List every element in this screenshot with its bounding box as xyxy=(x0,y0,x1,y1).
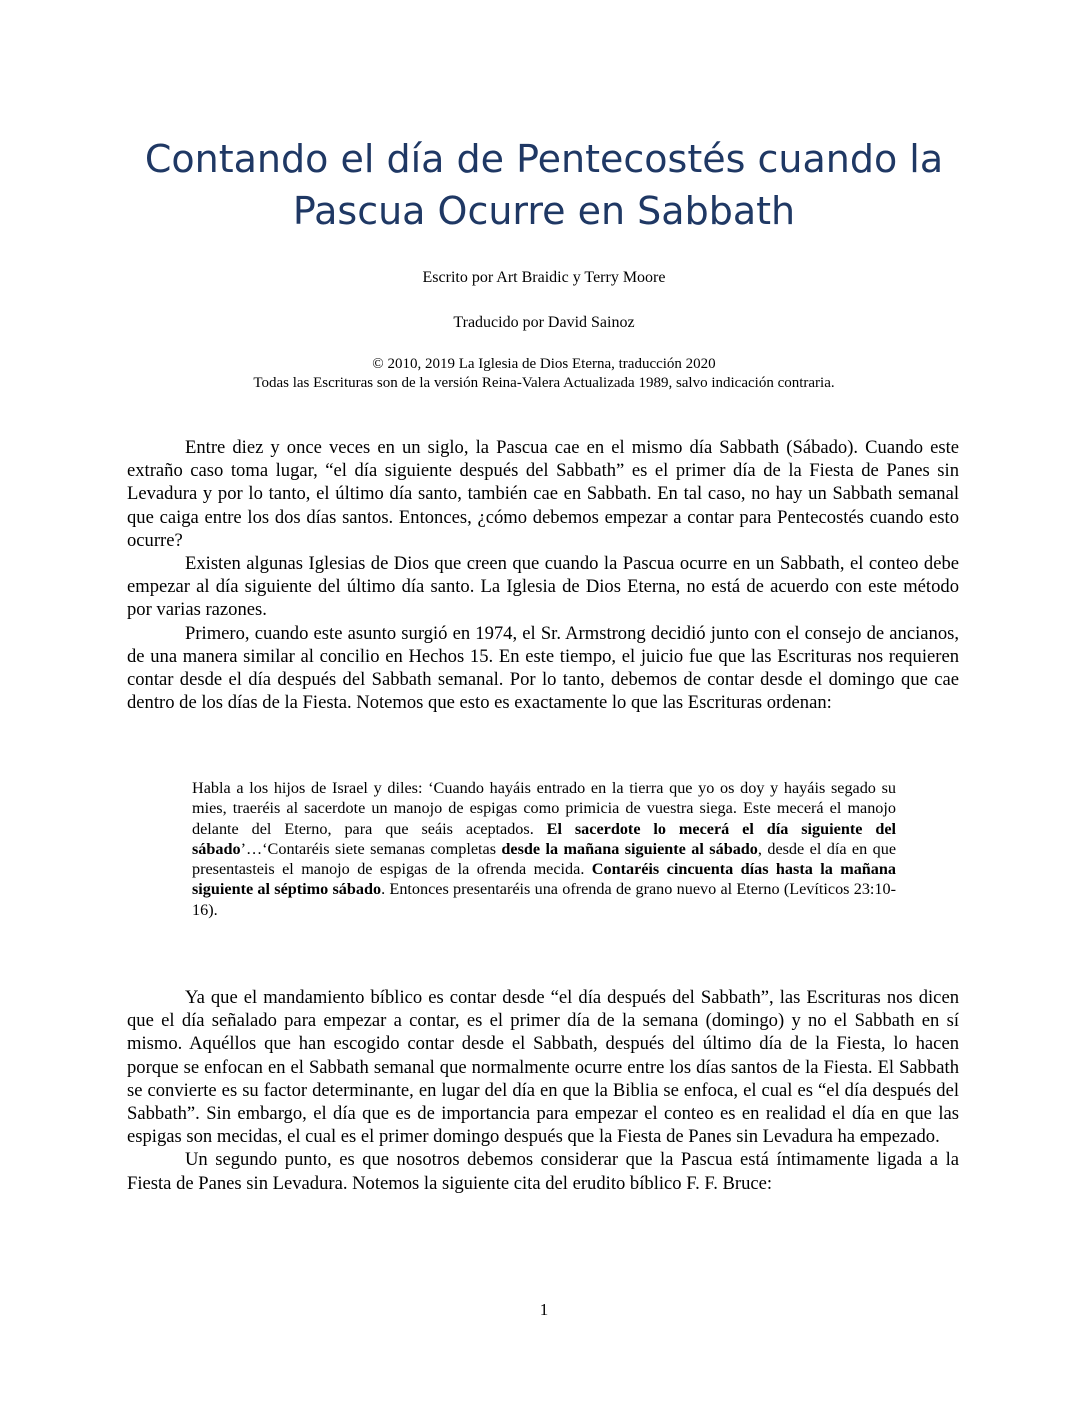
quote-bold: Contaréis cincuenta días hasta la mañana siguiente al séptimo sábado xyxy=(192,860,896,899)
quote-bold: El sacerdote lo mecerá el día siguiente del sábado xyxy=(192,819,897,858)
body-section-1 xyxy=(127,436,959,714)
quote-text: ’…‘Contaréis siete semanas completas xyxy=(240,839,502,858)
quote-bold: desde la mañana siguiente al sábado xyxy=(501,839,758,858)
quote-text: Habla a los hijos de Israel y diles: ‘Cuando hayáis entrado en la tierra que yo os doy y hayáis segado su mies, traeréis al sacerdote un manojo de espigas como primicia de vuestra siega. Este mecerá el manojo delante del Eterno, para que seáis aceptados. xyxy=(192,779,896,838)
paragraph: Ya que el mandamiento bíblico es contar desde “el día después del Sabbath”, las Escrituras nos dicen que el día señalado para empezar a contar, es el primer día de la semana (domingo) y no el Sabbath en sí mismo. Aquéllos que han escogido contar desde el Sabbath, después del último día de la Fiesta, lo hacen porque se enfocan en el Sabbath semanal que normalmente ocurre entre los días santos de la Fiesta. El Sabbath se convierte es su factor determinante, en lugar del día en que la Biblia se enfoca, el cual es “el día después del Sabbath”. Sin embargo, el día que es de importancia para empezar el conteo es en realidad el día en que las espigas son mecidas, el cual es el primer domingo después que la Fiesta de Panes sin Levadura ha empezado. xyxy=(127,987,959,1148)
paragraph: Entre diez y once veces en un siglo, la Pascua cae en el mismo día Sabbath (Sábado). Cuando este extraño caso toma lugar, “el día siguiente después del Sabbath” es el primer día de la Fiesta de Panes sin Levadura y por lo tanto, el último día santo, también cae en Sabbath. En tal caso, no hay un Sabbath semanal que caiga entre los dos días santos. Entonces, ¿cómo debemos empezar a contar para Pentecostés cuando esto ocurre? xyxy=(127,437,959,551)
copyright-line: © 2010, 2019 La Iglesia de Dios Eterna, traducción 2020 xyxy=(372,356,716,372)
document-title xyxy=(80,133,1008,237)
paragraph: Existen algunas Iglesias de Dios que creen que cuando la Pascua ocurre en un Sabbath, el conteo debe empezar al día siguiente del último día santo. La Iglesia de Dios Eterna, no está de acuerdo con este método por varias razones. xyxy=(127,553,959,621)
authors-line: Escrito por Art Braidic y Terry Moore xyxy=(422,269,666,286)
translator-line: Traducido por David Sainoz xyxy=(453,314,635,331)
body-section-2 xyxy=(127,986,959,1195)
title-line-2: Pascua Ocurre en Sabbath xyxy=(292,189,796,233)
paragraph: Primero, cuando este asunto surgió en 1974, el Sr. Armstrong decidió junto con el consejo de ancianos, de una manera similar al concilio en Hechos 15. En este tiempo, el juicio fue que las Escrituras nos requieren contar desde el día después del Sabbath semanal. Por lo tanto, debemos de contar desde el domingo que cae dentro de los días de la Fiesta. Notemos que esto es exactamente lo que las Escrituras ordenan: xyxy=(127,622,959,714)
quote-text: . Entonces presentaréis una ofrenda de grano nuevo al Eterno (Levíticos 23:10-16). xyxy=(192,880,896,919)
paragraph: Un segundo punto, es que nosotros debemos considerar que la Pascua está íntimamente ligada a la Fiesta de Panes sin Levadura. Notemos la siguiente cita del erudito bíblico F. F. Bruce: xyxy=(127,1149,959,1194)
scripture-note: Todas las Escrituras son de la versión Reina-Valera Actualizada 1989, salvo indicación contraria. xyxy=(253,375,835,391)
scripture-quote xyxy=(192,778,896,920)
title-line-1: Contando el día de Pentecostés cuando la xyxy=(144,137,944,181)
quote-text: , desde el día en que presentasteis el manojo de espigas de la ofrenda mecida. xyxy=(192,839,897,879)
page-number: 1 xyxy=(539,1300,549,1319)
